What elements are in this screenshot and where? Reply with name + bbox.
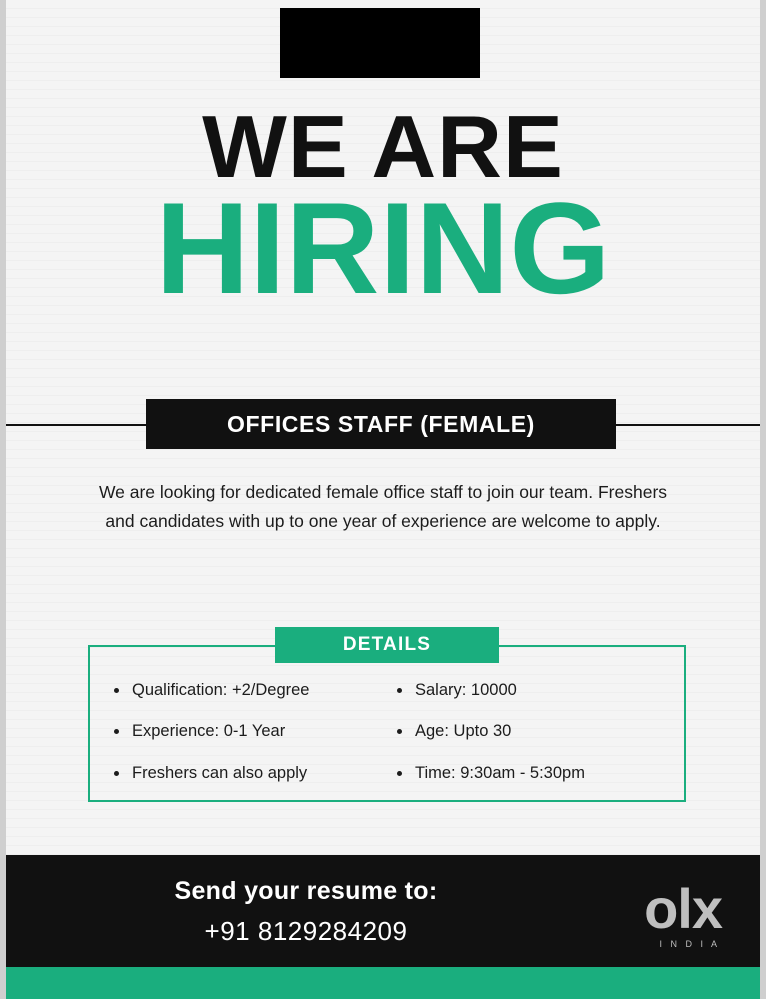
list-item: Experience: 0-1 Year	[110, 721, 387, 742]
headline-we-are: WE ARE	[202, 97, 564, 196]
logo-placeholder-block	[280, 8, 480, 78]
footer-contact-block	[6, 877, 606, 947]
send-resume-label: Send your resume to:	[174, 877, 438, 905]
footer-bar	[6, 855, 760, 967]
intro-paragraph: We are looking for dedicated female office staff to join our team. Freshers and candidates with up to one year of experience are welcome to apply.	[98, 482, 668, 531]
contact-phone-number: +91 8129284209	[204, 916, 408, 946]
list-item: Qualification: +2/Degree	[110, 680, 387, 701]
details-columns	[88, 680, 686, 804]
list-item: Salary: 10000	[387, 680, 664, 701]
olx-logo-subtitle: I N D I A	[659, 939, 720, 949]
poster-sheet	[6, 0, 760, 999]
role-title-bar: OFFICES STAFF (FEMALE)	[146, 399, 616, 449]
details-column-left	[110, 680, 387, 804]
list-item: Age: Upto 30	[387, 721, 664, 742]
details-column-right	[387, 680, 664, 804]
bottom-accent-strip	[6, 967, 760, 999]
list-item: Freshers can also apply	[110, 763, 387, 784]
headline-hiring: HIRING	[155, 175, 611, 322]
headline-group	[6, 97, 760, 322]
details-tab-label: DETAILS	[275, 627, 499, 663]
olx-logo-icon: olx	[644, 877, 722, 940]
list-item: Time: 9:30am - 5:30pm	[387, 763, 664, 784]
